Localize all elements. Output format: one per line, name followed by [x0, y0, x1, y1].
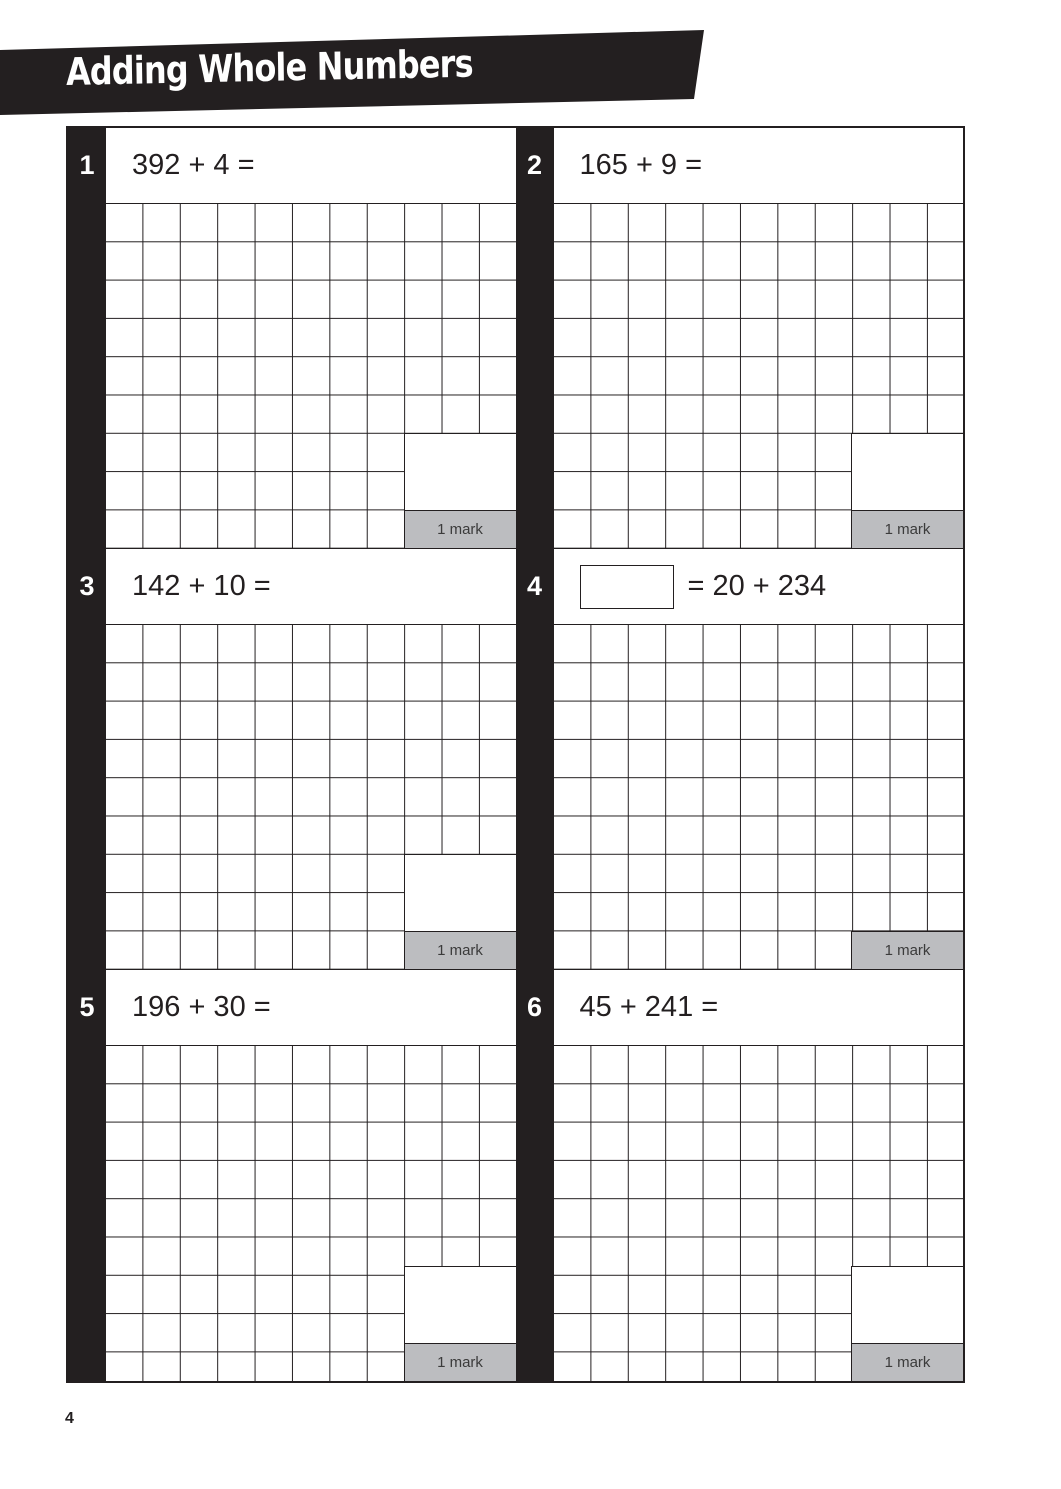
question-text: 392 + 4 =	[132, 149, 255, 181]
answer-area	[851, 433, 963, 548]
question-text: 165 + 9 =	[579, 149, 703, 181]
working-grid[interactable]	[554, 1046, 964, 1381]
question-number-bar	[516, 970, 554, 1381]
answer-area	[404, 1266, 516, 1381]
question-number: 3	[79, 571, 95, 601]
answer-space[interactable]	[852, 434, 963, 511]
worksheet	[66, 126, 965, 1383]
answer-space[interactable]	[405, 1267, 516, 1344]
question-prompt	[554, 549, 964, 625]
question-text: 196 + 30 =	[132, 991, 271, 1023]
answer-area	[851, 931, 963, 969]
mark-label: 1 mark	[852, 931, 963, 969]
question-number: 1	[79, 150, 95, 180]
answer-space[interactable]	[405, 434, 516, 511]
title-banner	[0, 0, 720, 120]
question-number-bar	[516, 549, 554, 969]
answer-space[interactable]	[405, 855, 516, 932]
question-prompt	[554, 128, 964, 204]
question-body	[106, 128, 516, 548]
question-6	[516, 970, 964, 1381]
answer-area	[404, 433, 516, 548]
question-number-bar	[68, 970, 106, 1381]
question-body	[106, 970, 516, 1381]
page-title: Adding Whole Numbers	[65, 41, 474, 94]
answer-space[interactable]	[852, 1267, 963, 1344]
working-grid[interactable]	[106, 1046, 516, 1381]
question-body	[554, 128, 964, 548]
question-number: 6	[526, 992, 543, 1022]
question-number: 4	[526, 571, 543, 601]
question-number: 2	[526, 150, 543, 180]
working-grid[interactable]	[554, 625, 964, 969]
question-text: = 20 + 234	[687, 570, 827, 602]
question-prompt	[106, 128, 516, 204]
answer-input-box[interactable]	[580, 565, 674, 609]
answer-area	[404, 854, 516, 969]
question-3	[68, 549, 516, 970]
question-prompt	[106, 549, 516, 625]
mark-label: 1 mark	[852, 511, 963, 548]
question-1	[68, 128, 516, 549]
working-grid[interactable]	[554, 204, 964, 548]
answer-area	[851, 1266, 963, 1381]
question-body	[106, 549, 516, 969]
question-2	[516, 128, 964, 549]
question-prompt	[554, 970, 964, 1046]
question-number-bar	[516, 128, 554, 548]
page-number: 4	[65, 1410, 74, 1427]
question-body	[554, 970, 964, 1381]
working-grid[interactable]	[106, 204, 516, 548]
working-grid[interactable]	[106, 625, 516, 969]
question-5	[68, 970, 516, 1381]
question-number: 5	[79, 992, 95, 1022]
question-4	[516, 549, 964, 970]
question-number-bar	[68, 128, 106, 548]
question-text: 45 + 241 =	[579, 991, 719, 1023]
question-prompt	[106, 970, 516, 1046]
question-body	[554, 549, 964, 969]
mark-label: 1 mark	[405, 932, 516, 969]
question-text: 142 + 10 =	[132, 570, 271, 602]
mark-label: 1 mark	[405, 1344, 516, 1381]
mark-label: 1 mark	[405, 511, 516, 548]
mark-label: 1 mark	[852, 1344, 963, 1381]
question-number-bar	[68, 549, 106, 969]
